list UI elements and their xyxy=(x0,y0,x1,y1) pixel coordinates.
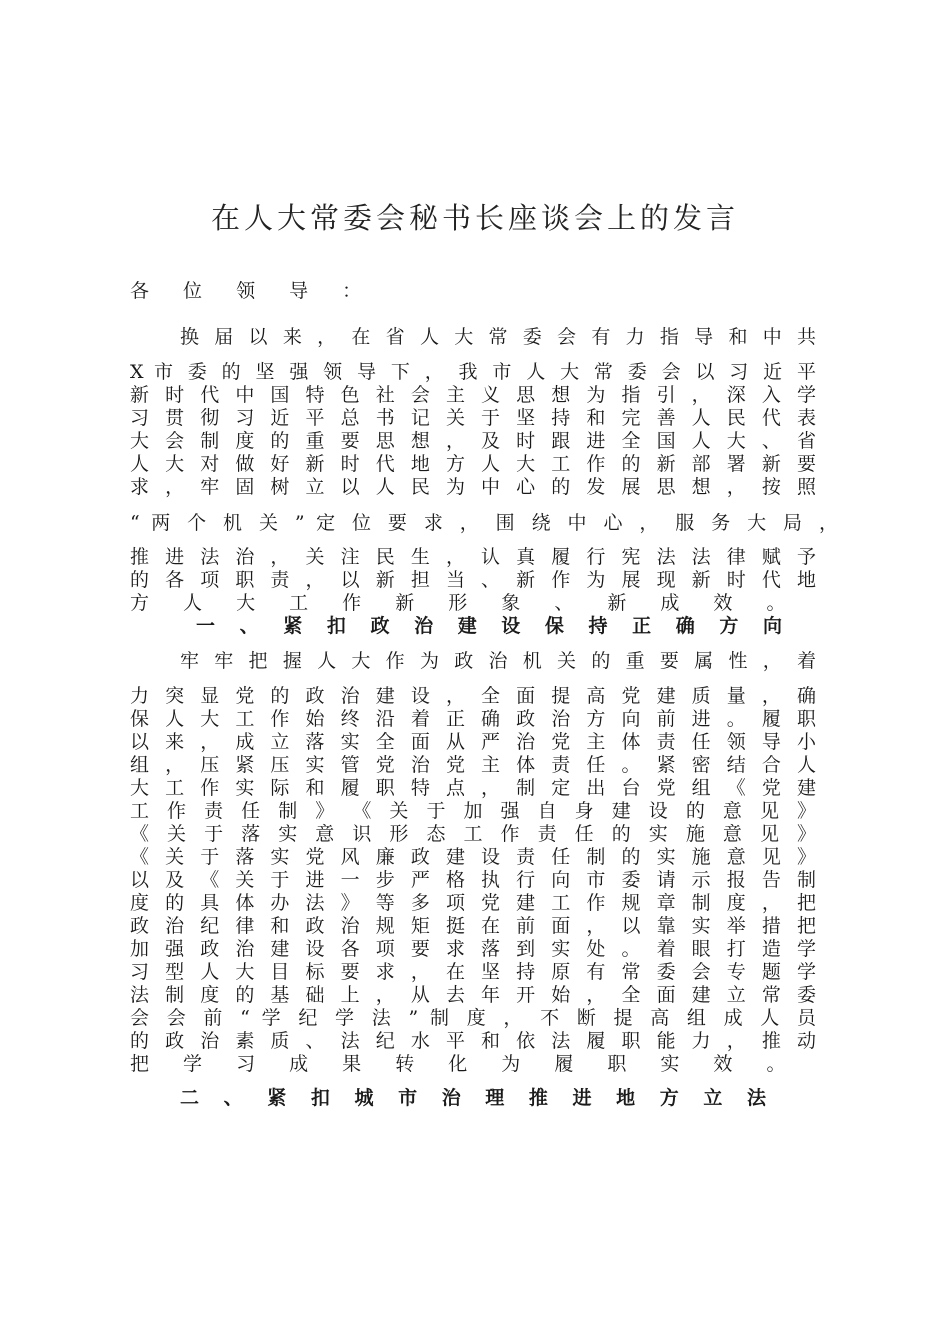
paragraph-line: 组 ， 压 紧 压 实 管 党 治 党 主 体 责 任 。 紧 密 结 合 人 xyxy=(130,754,816,776)
paragraph-line: 《 关 于 落 实 意 识 形 态 工 作 责 任 的 实 施 意 见 》 xyxy=(130,823,816,845)
document-title: 在人大常委会秘书长座谈会上的发言 xyxy=(210,201,739,235)
paragraph-line: 力 突 显 党 的 政 治 建 设 ， 全 面 提 高 党 建 质 量 ， 确 xyxy=(130,685,816,707)
paragraph-line: X 市 委 的 坚 强 领 导 下 ， 我 市 人 大 常 委 会 以 习 近 平 xyxy=(130,361,816,383)
paragraph-line: 方 人 大 工 作 新 形 象 、 新 成 效 。 xyxy=(130,592,800,614)
paragraph-line: “ 两 个 机 关 ” 定 位 要 求 ， 围 绕 中 心 ， 服 务 大 局 ， xyxy=(130,512,838,534)
section-heading-2: 二 、 紧 扣 城 市 治 理 推 进 地 方 立 法 xyxy=(180,1087,775,1109)
paragraph-line: 大 会 制 度 的 重 要 思 想 ， 及 时 跟 进 全 国 人 大 、 省 xyxy=(130,430,816,452)
section-heading-1: 一 、 紧 扣 政 治 建 设 保 持 正 确 方 向 xyxy=(196,615,791,637)
paragraph-line: 政 治 纪 律 和 政 治 规 矩 挺 在 前 面 ， 以 靠 实 举 措 把 xyxy=(130,915,816,937)
paragraph-line: 求 ， 牢 固 树 立 以 人 民 为 中 心 的 发 展 思 想 ， 按 照 xyxy=(130,476,816,498)
paragraph-line: 人 大 对 做 好 新 时 代 地 方 人 大 工 作 的 新 部 署 新 要 xyxy=(130,453,816,475)
paragraph-line: 工 作 责 任 制 》 《 关 于 加 强 自 身 建 设 的 意 见 》 xyxy=(130,800,816,822)
paragraph-line: 加 强 政 治 建 设 各 项 要 求 落 到 实 处 。 着 眼 打 造 学 xyxy=(130,938,816,960)
paragraph-line: 度 的 具 体 办 法 》 等 多 项 党 建 工 作 规 章 制 度 ， 把 xyxy=(130,892,816,914)
paragraph-line: 《 关 于 落 实 党 风 廉 政 建 设 责 任 制 的 实 施 意 见 》 xyxy=(130,846,816,868)
salutation: 各 位 领 导 ： xyxy=(130,280,376,302)
paragraph-line: 以 来 ， 成 立 落 实 全 面 从 严 治 党 主 体 责 任 领 导 小 xyxy=(130,731,816,753)
paragraph-line: 会 会 前 “ 学 纪 学 法 ” 制 度 ， 不 断 提 高 组 成 人 员 xyxy=(130,1007,816,1029)
paragraph-line: 以 及 《 关 于 进 一 步 严 格 执 行 向 市 委 请 示 报 告 制 xyxy=(130,869,816,891)
paragraph-line: 牢 牢 把 握 人 大 作 为 政 治 机 关 的 重 要 属 性 ， 着 xyxy=(180,650,816,672)
paragraph-line: 习 型 人 大 目 标 要 求 ， 在 坚 持 原 有 常 委 会 专 题 学 xyxy=(130,961,816,983)
paragraph-line: 把 学 习 成 果 转 化 为 履 职 实 效 。 xyxy=(130,1053,800,1075)
paragraph-line: 的 政 治 素 质 、 法 纪 水 平 和 依 法 履 职 能 力 ， 推 动 xyxy=(130,1030,816,1052)
paragraph-line: 的 各 项 职 责 ， 以 新 担 当 、 新 作 为 展 现 新 时 代 地 xyxy=(130,569,816,591)
paragraph-line: 法 制 度 的 基 础 上 ， 从 去 年 开 始 ， 全 面 建 立 常 委 xyxy=(130,984,816,1006)
paragraph-line: 新 时 代 中 国 特 色 社 会 主 义 思 想 为 指 引 ， 深 入 学 xyxy=(130,384,816,406)
paragraph-line: 习 贯 彻 习 近 平 总 书 记 关 于 坚 持 和 完 善 人 民 代 表 xyxy=(130,407,816,429)
paragraph-line: 推 进 法 治 ， 关 注 民 生 ， 认 真 履 行 宪 法 法 律 赋 予 xyxy=(130,546,816,568)
paragraph-line: 保 人 大 工 作 始 终 沿 着 正 确 政 治 方 向 前 进 。 履 职 xyxy=(130,708,816,730)
paragraph-line: 大 工 作 实 际 和 履 职 特 点 ， 制 定 出 台 党 组 《 党 建 xyxy=(130,777,816,799)
paragraph-line: 换 届 以 来 ， 在 省 人 大 常 委 会 有 力 指 导 和 中 共 xyxy=(180,326,816,348)
